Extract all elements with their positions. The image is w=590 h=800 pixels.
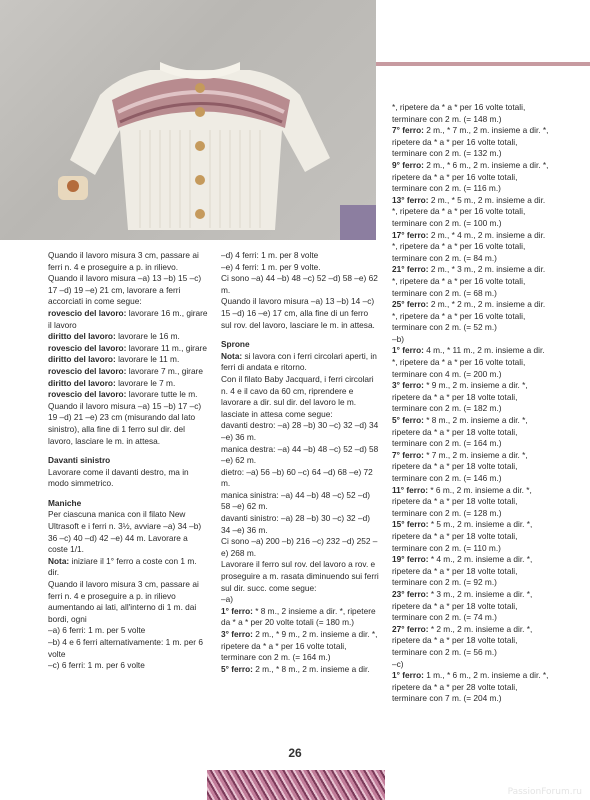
bold-label: 23° ferro: bbox=[392, 588, 429, 599]
paragraph-text: 2 m., * 2 m., 2 m. insieme a dir. *, ripetere da * a * per 16 volte totali, terminare con 2 m. (= 52 m.) bbox=[392, 299, 546, 333]
bold-label: rovescio del lavoro: bbox=[48, 307, 127, 318]
paragraph-text: 2 m., * 4 m., 2 m. insieme a dir. *, ripetere da * a * per 16 volte totali, terminare con 2 m. (= 84 m.) bbox=[392, 229, 546, 263]
paragraph bbox=[392, 345, 552, 380]
paragraph bbox=[48, 389, 208, 401]
paragraph bbox=[48, 378, 208, 390]
bold-label: 19° ferro: bbox=[392, 554, 429, 565]
paragraph-text: *, ripetere da * a * per 16 volte totali, terminare con 2 m. (= 148 m.) bbox=[392, 102, 526, 124]
paragraph bbox=[48, 401, 208, 447]
paragraph bbox=[48, 331, 208, 343]
bold-label: 1° ferro: bbox=[221, 605, 253, 616]
bold-label: 5° ferro: bbox=[392, 415, 424, 426]
paragraph bbox=[48, 366, 208, 378]
knit-pattern-strip bbox=[207, 770, 385, 800]
paragraph-text: Lavorare il ferro sul rov. del lavoro a rov. e proseguire a m. rasata diminuendo sui ferri sul dir. succ. come segue: bbox=[221, 559, 379, 593]
paragraph-text: lavorare le 11 m. bbox=[115, 354, 180, 365]
bold-label: 1° ferro: bbox=[392, 345, 424, 356]
text-column-3 bbox=[392, 102, 552, 705]
bold-label: 5° ferro: bbox=[221, 663, 253, 674]
bold-label: 3° ferro: bbox=[392, 380, 424, 391]
section-heading: Davanti sinistro bbox=[48, 455, 111, 466]
bold-label: 9° ferro: bbox=[392, 159, 424, 170]
paragraph bbox=[221, 273, 379, 296]
paragraph bbox=[221, 444, 379, 467]
paragraph bbox=[392, 125, 552, 160]
paragraph-text: lavorare 16 m., girare il lavoro bbox=[48, 307, 208, 330]
paragraph bbox=[392, 334, 552, 346]
paragraph bbox=[48, 556, 208, 579]
paragraph-text: davanti sinistro: –a) 28 –b) 30 –c) 32 –d) 34 –e) 36 m. bbox=[221, 513, 370, 535]
bold-label: rovescio del lavoro: bbox=[48, 342, 127, 353]
cardigan-illustration bbox=[0, 0, 376, 240]
paragraph bbox=[221, 490, 379, 513]
paragraph-text: 4 m., * 11 m., 2 m. insieme a dir. *, ripetere da * a * per 16 volte totali, terminare con 4 m. (= 200 m.) bbox=[392, 345, 545, 379]
paragraph-text: –c) 6 ferri: 1 m. per 6 volte bbox=[48, 660, 145, 671]
bold-label: rovescio del lavoro: bbox=[48, 365, 127, 376]
paragraph-text: iniziare il 1° ferro a coste con 1 m. dir. bbox=[48, 555, 197, 578]
paragraph bbox=[392, 299, 552, 334]
bold-label: diritto del lavoro: bbox=[48, 377, 116, 388]
bold-label: rovescio del lavoro: bbox=[48, 389, 127, 400]
paragraph-text: Quando il lavoro misura –a) 15 –b) 17 –c) 19 –d) 21 –e) 23 cm (misurando dal lato sinistro), alla fine di 1 ferro sul dir. del lavoro, lasciare le m. in attesa. bbox=[48, 400, 202, 446]
paragraph-text: –e) 4 ferri: 1 m. per 9 volte. bbox=[221, 261, 321, 272]
bold-label: diritto del lavoro: bbox=[48, 354, 116, 365]
paragraph-text: Quando il lavoro misura –a) 13 –b) 14 –c) 15 –d) 16 –e) 17 cm, alla fine di un ferro sul rov. del lavoro, lasciare le m. in attesa. bbox=[221, 296, 375, 330]
paragraph bbox=[221, 262, 379, 274]
paragraph-text: –c) bbox=[392, 658, 404, 669]
paragraph-text: * 9 m., 2 m. insieme a dir. *, ripetere da * a * per 18 volte totali, terminare con 2 m. (= 182 m.) bbox=[392, 380, 528, 414]
paragraph-text: lavorare le 16 m. bbox=[115, 331, 180, 342]
paragraph-text: –b) bbox=[392, 333, 404, 344]
paragraph bbox=[221, 629, 379, 664]
paragraph bbox=[392, 160, 552, 195]
bold-label: 21° ferro: bbox=[392, 264, 429, 275]
paragraph-text: Lavorare come il davanti destro, ma in modo simmetrico. bbox=[48, 466, 189, 489]
paragraph bbox=[221, 374, 379, 420]
paragraph-text: si lavora con i ferri circolari aperti, in ferri di andata e ritorno. bbox=[221, 350, 377, 373]
paragraph-text: * 8 m., 2 m. insieme a dir. *, ripetere da * a * per 18 volte totali, terminare con 2 m. (= 164 m.) bbox=[392, 415, 528, 449]
paragraph-text: lavorare tutte le m. bbox=[126, 389, 198, 400]
paragraph bbox=[221, 467, 379, 490]
paragraph-text: 2 m., * 3 m., 2 m. insieme a dir. *, ripetere da * a * per 16 volte totali, terminare con 2 m. (= 68 m.) bbox=[392, 264, 546, 298]
paragraph bbox=[48, 625, 208, 637]
paragraph bbox=[48, 354, 208, 366]
paragraph-text: manica sinistra: –a) 44 –b) 48 –c) 52 –d) 58 –e) 62 m. bbox=[221, 489, 370, 512]
paragraph-text: Con il filato Baby Jacquard, i ferri circolari n. 4 e il cavo da 60 cm, riprendere e lavorare a dir. sul dir. del lavoro le m. lasciate in attesa come segue: bbox=[221, 373, 374, 419]
watermark: PassionForum.ru bbox=[507, 787, 582, 797]
paragraph bbox=[221, 606, 379, 629]
section-heading: Sprone bbox=[221, 339, 250, 350]
header-accent-bar bbox=[376, 62, 590, 66]
paragraph bbox=[392, 519, 552, 554]
bold-label: 17° ferro: bbox=[392, 229, 429, 240]
paragraph-text: * 7 m., 2 m. insieme a dir. *, ripetere da * a * per 18 volte totali, terminare con 2 m. (= 146 m.) bbox=[392, 449, 528, 483]
paragraph-text: –a) bbox=[221, 594, 233, 605]
paragraph bbox=[221, 559, 379, 594]
paragraph-text: Ci sono –a) 44 –b) 48 –c) 52 –d) 58 –e) 62 m. bbox=[221, 273, 378, 295]
paragraph-text: –d) 4 ferri: 1 m. per 8 volte bbox=[221, 250, 319, 260]
paragraph bbox=[221, 420, 379, 443]
paragraph-text: * 8 m., 2 insieme a dir. *, ripetere da * a * per 20 volte totali (= 180 m.) bbox=[221, 605, 376, 628]
bold-label: 15° ferro: bbox=[392, 519, 429, 530]
cardigan-photo bbox=[0, 0, 376, 240]
paragraph bbox=[48, 343, 208, 355]
paragraph-text: manica destra: –a) 44 –b) 48 –c) 52 –d) 58 –e) 62 m. bbox=[221, 443, 379, 466]
page-number: 26 bbox=[288, 746, 302, 760]
paragraph bbox=[48, 509, 208, 555]
paragraph bbox=[392, 415, 552, 450]
paragraph-text: Per ciascuna manica con il filato New Ultrasoft e i ferri n. 3½, avviare –a) 34 –b) 36 –c) 40 –d) 42 –e) 44 m. Lavorare a coste 1/1. bbox=[48, 509, 202, 555]
paragraph bbox=[221, 351, 379, 374]
bold-label: 7° ferro: bbox=[392, 125, 424, 136]
bold-label: 27° ferro: bbox=[392, 623, 429, 634]
paragraph bbox=[221, 536, 379, 559]
bold-label: 7° ferro: bbox=[392, 449, 424, 460]
paragraph-text: Quando il lavoro misura 3 cm, passare ai ferri n. 4 e proseguire a p. in rilievo aumentando ai lati, all'interno di 1 m. dai bordi, ogni bbox=[48, 579, 199, 624]
paragraph bbox=[392, 102, 552, 125]
paragraph bbox=[48, 308, 208, 331]
paragraph-text: 2 m., * 6 m., 2 m. insieme a dir. *, ripetere da * a * per 16 volte totali, terminare con 2 m. (= 116 m.) bbox=[392, 159, 549, 194]
paragraph-text: lavorare 11 m., girare bbox=[126, 342, 207, 353]
paragraph-text: Quando il lavoro misura 3 cm, passare ai ferri n. 4 e proseguire a p. in rilievo. bbox=[48, 250, 199, 272]
text-column-2 bbox=[221, 250, 379, 675]
paragraph bbox=[392, 659, 552, 671]
paragraph bbox=[392, 264, 552, 299]
paragraph-text: 2 m., * 9 m., 2 m. insieme a dir. *, ripetere da * a * per 16 volte totali, terminare con 2 m. (= 164 m.) bbox=[221, 629, 378, 663]
paragraph bbox=[221, 296, 379, 331]
bold-label: Nota: bbox=[48, 555, 70, 566]
paragraph-text: 2 m., * 5 m., 2 m. insieme a dir. *, ripetere da * a * per 16 volte totali, terminare con 2 m. (= 100 m.) bbox=[392, 194, 546, 228]
paragraph-text: * 6 m., 2 m. insieme a dir. *, ripetere da * a * per 18 volte totali, terminare con 2 m. (= 128 m.) bbox=[392, 484, 532, 518]
paragraph bbox=[392, 624, 552, 659]
paragraph-text: Ci sono –a) 200 –b) 216 –c) 232 –d) 252 –e) 268 m. bbox=[221, 536, 378, 558]
paragraph-text: 2 m., * 7 m., 2 m. insieme a dir. *, ripetere da * a * per 16 volte totali, terminare con 2 m. (= 132 m.) bbox=[392, 125, 549, 159]
paragraph bbox=[392, 589, 552, 624]
text-column-1 bbox=[48, 250, 208, 672]
paragraph bbox=[221, 513, 379, 536]
paragraph-text: dietro: –a) 56 –b) 60 –c) 64 –d) 68 –e) 72 m. bbox=[221, 466, 373, 489]
bold-label: 11° ferro: bbox=[392, 484, 429, 495]
paragraph bbox=[48, 660, 208, 672]
paragraph bbox=[392, 195, 552, 230]
paragraph-text: 1 m., * 6 m., 2 m. insieme a dir. *, ripetere da * a * per 28 volte totali, terminare con 7 m. (= 204 m.) bbox=[392, 670, 549, 704]
paragraph bbox=[221, 250, 379, 262]
bold-label: Nota: bbox=[221, 350, 243, 361]
paragraph-text: * 2 m., 2 m. insieme a dir. *, ripetere da * a * per 18 volte totali, terminare con 2 m. (= 56 m.) bbox=[392, 623, 533, 657]
paragraph-text: –b) 4 e 6 ferri alternativamente: 1 m. per 6 volte bbox=[48, 637, 203, 659]
paragraph bbox=[48, 250, 208, 273]
paragraph-text: –a) 6 ferri: 1 m. per 5 volte bbox=[48, 625, 146, 636]
paragraph bbox=[48, 273, 208, 308]
bold-label: 1° ferro: bbox=[392, 670, 424, 681]
paragraph bbox=[48, 637, 208, 660]
paragraph-text: Quando il lavoro misura –a) 13 –b) 15 –c) 17 –d) 19 –e) 21 cm, lavorare a ferri accorciati in come segue: bbox=[48, 273, 202, 307]
paragraph bbox=[392, 670, 552, 705]
paragraph-text: davanti destro: –a) 28 –b) 30 –c) 32 –d) 34 –e) 36 m. bbox=[221, 420, 379, 442]
paragraph-text: lavorare 7 m., girare bbox=[126, 365, 203, 376]
paragraph-text: * 4 m., 2 m. insieme a dir. *, ripetere da * a * per 18 volte totali, terminare con 2 m. (= 92 m.) bbox=[392, 554, 533, 588]
paragraph bbox=[48, 579, 208, 625]
paragraph bbox=[392, 380, 552, 415]
paragraph-text: * 5 m., 2 m. insieme a dir. *, ripetere da * a * per 18 volte totali, terminare con 2 m. (= 110 m.) bbox=[392, 519, 533, 553]
paragraph bbox=[392, 450, 552, 485]
paragraph bbox=[48, 467, 208, 490]
paragraph bbox=[392, 554, 552, 589]
bold-label: 13° ferro: bbox=[392, 194, 429, 205]
paragraph bbox=[392, 485, 552, 520]
paragraph-text: lavorare le 7 m. bbox=[115, 377, 176, 388]
bold-label: 3° ferro: bbox=[221, 629, 253, 639]
section-heading: Maniche bbox=[48, 497, 82, 508]
bold-label: diritto del lavoro: bbox=[48, 331, 116, 342]
paragraph-text: 2 m., * 8 m., 2 m. insieme a dir. bbox=[252, 663, 370, 674]
paragraph bbox=[221, 664, 379, 676]
bold-label: 25° ferro: bbox=[392, 299, 429, 310]
paragraph bbox=[221, 594, 379, 606]
paragraph-text: * 3 m., 2 m. insieme a dir. *, ripetere da * a * per 18 volte totali, terminare con 2 m. (= 74 m.) bbox=[392, 588, 533, 623]
paragraph bbox=[392, 230, 552, 265]
